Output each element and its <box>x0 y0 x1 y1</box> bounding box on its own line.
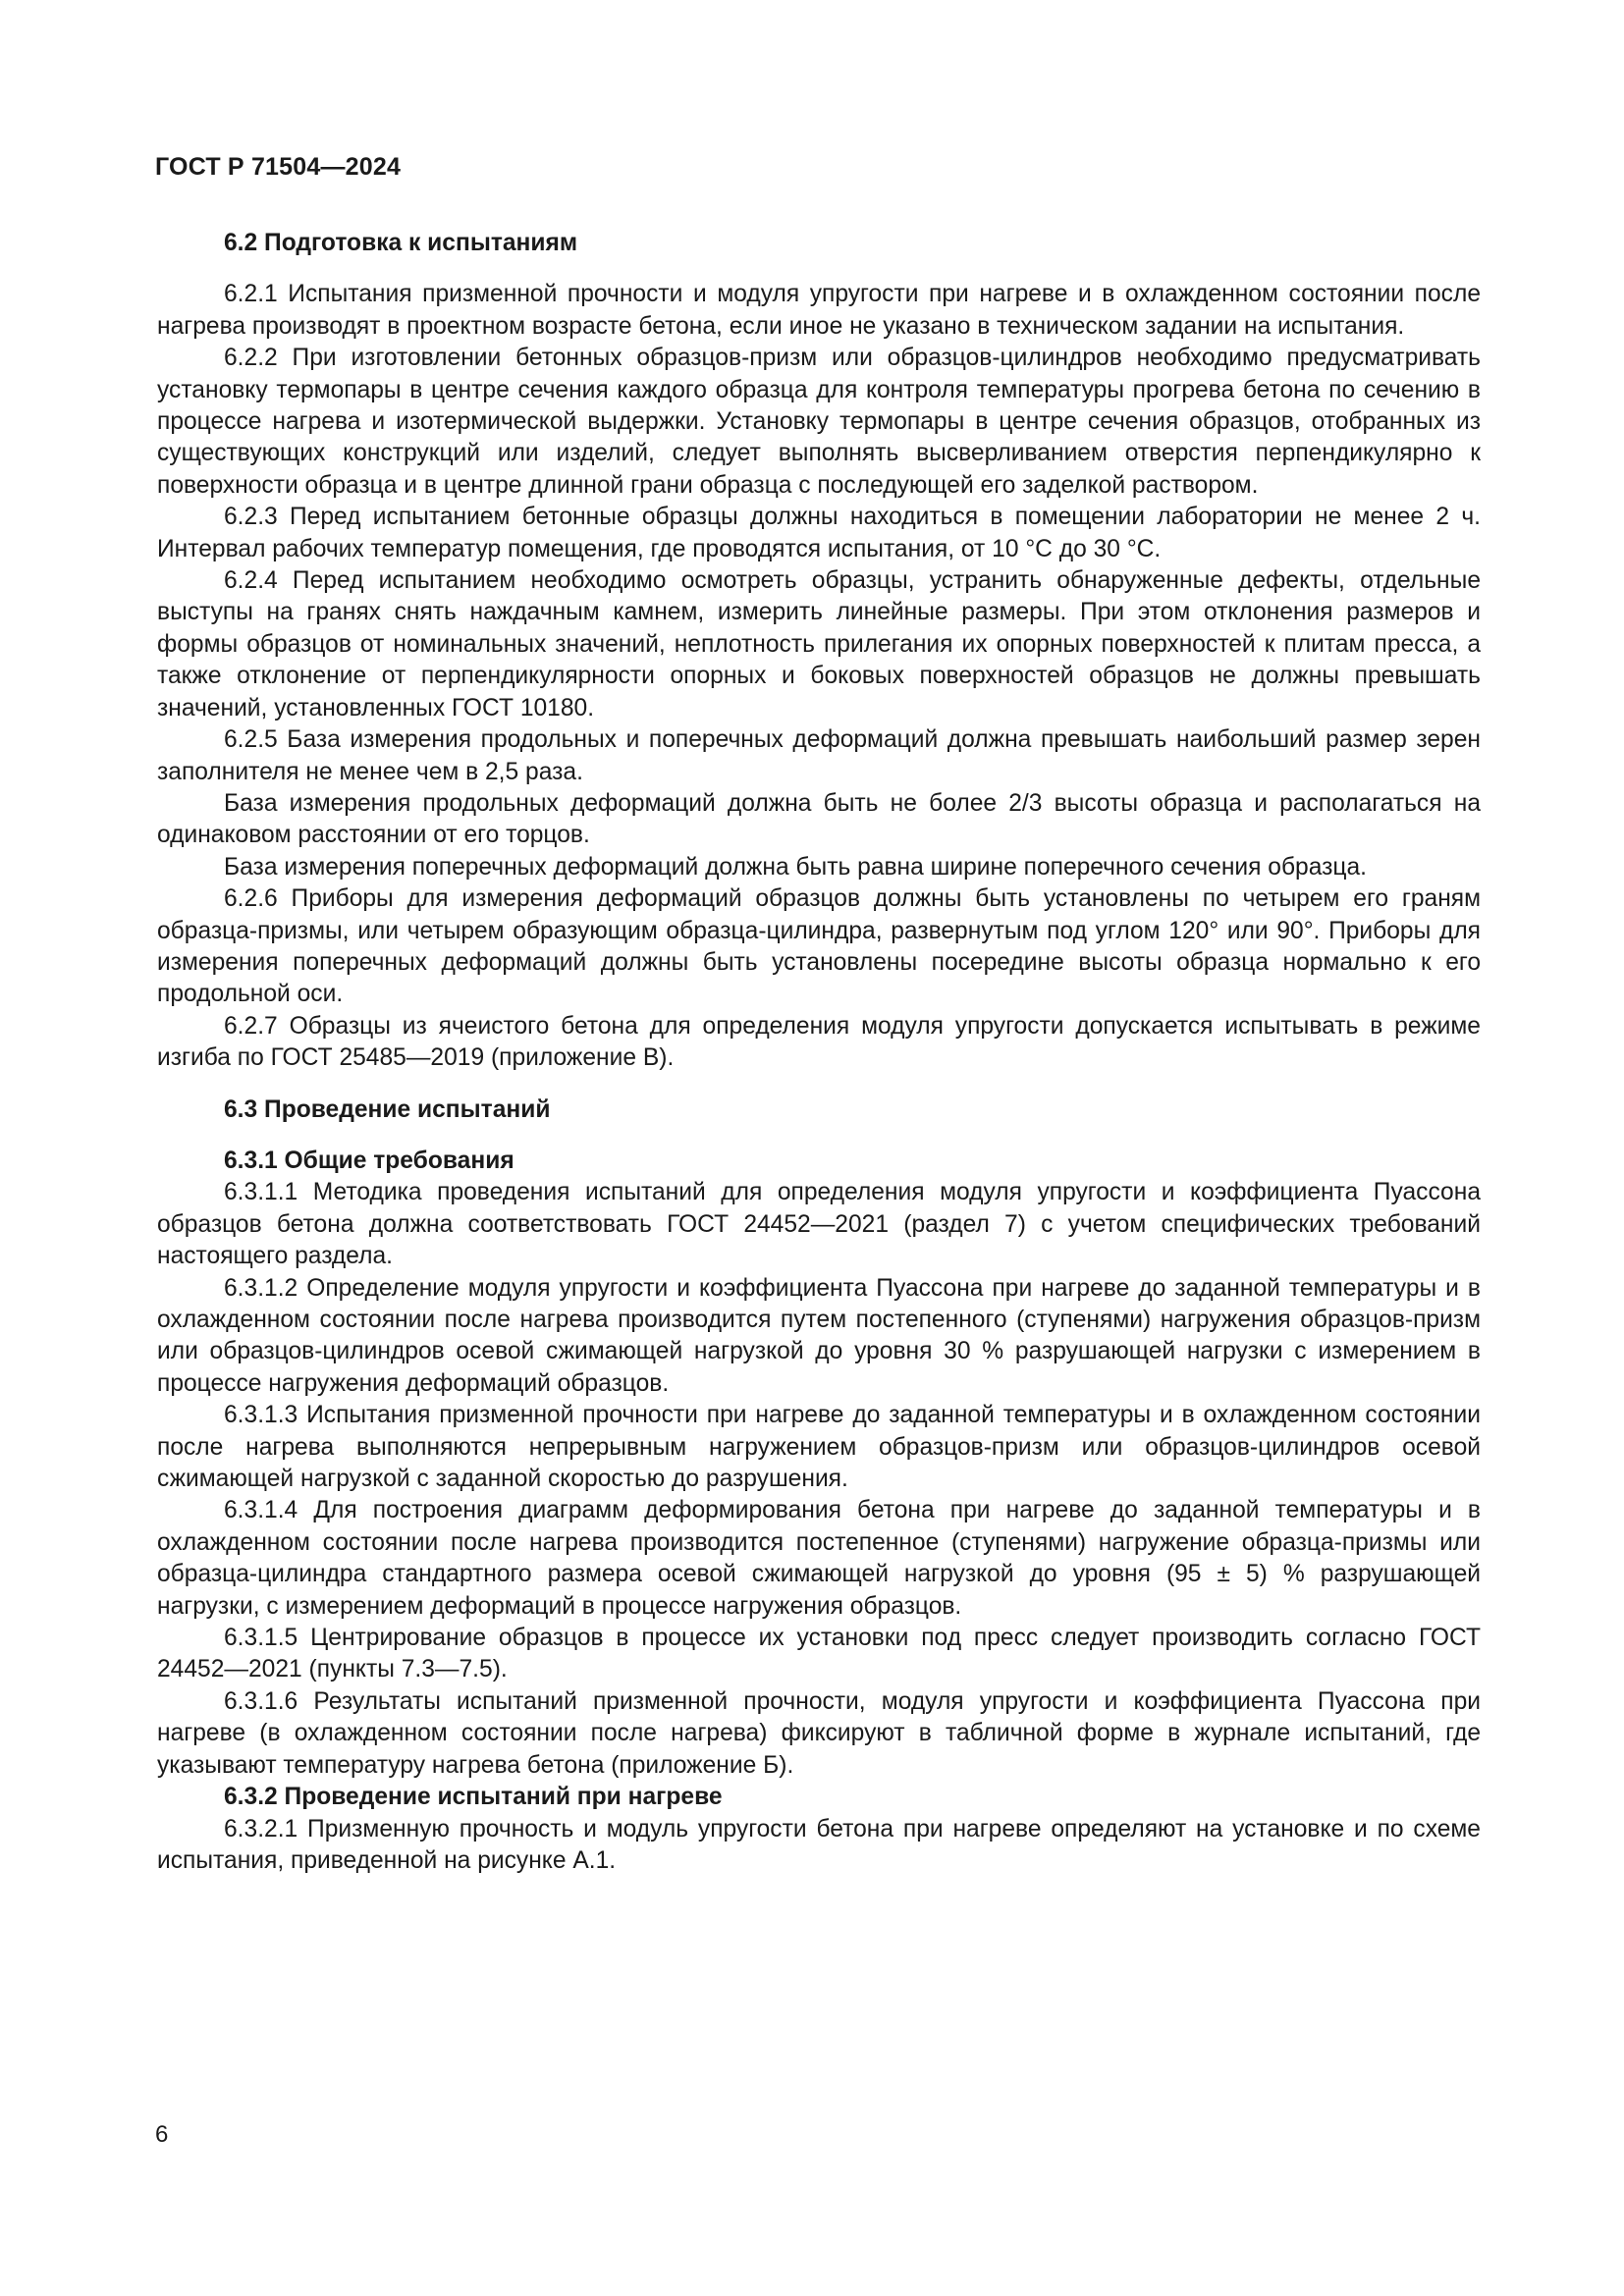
paragraph-6-3-1-5: 6.3.1.5 Центрирование образцов в процессе их установки под пресс следует производить согласно ГОСТ 24452—2021 (пункты 7.3—7.5). <box>157 1625 1481 1683</box>
paragraph-6-2-4: 6.2.4 Перед испытанием необходимо осмотреть образцы, устранить обнаруженные дефекты, отдельные выступы на гранях снять наждачным камнем, измерить линейные размеры. При этом отклонения размеров и формы образцов от номинальных значений, неплотность прилегания их опорных поверхностей к плитам пресса, а также отклонение от перпендикулярности опорных и боковых поверхностей образцов не должны превышать значений, установленных ГОСТ 10180. <box>157 567 1481 721</box>
paragraph-6-3-1-1: 6.3.1.1 Методика проведения испытаний для определения модуля упругости и коэффициента Пуассона образцов бетона должна соответствовать ГОСТ 24452—2021 (раздел 7) с учетом специфических требований настоящего раздела. <box>157 1179 1481 1270</box>
paragraph-6-2-6: 6.2.6 Приборы для измерения деформаций образцов должны быть установлены по четырем его граням образца-призмы, или четырем образующим образца-цилиндра, развернутым под углом 120° или 90°. Приборы для измерения поперечных деформаций должны быть установлены посередине высоты образца нормально к его продольной оси. <box>157 885 1481 1008</box>
paragraph-6-3-2-1: 6.3.2.1 Призменную прочность и модуль упругости бетона при нагреве определяют на установке и по схеме испытания, приведенной на рисунке А.1. <box>157 1815 1481 1874</box>
paragraph-6-3-1-4: 6.3.1.4 Для построения диаграмм деформирования бетона при нагреве до заданной температуры и в охлажденном состоянии после нагрева производится постепенное (ступенями) нагружение образца-призмы или образца-цилиндра стандартного размера осевой сжимающей нагрузкой до уровня (95 ± 5) % разрушающей нагрузки, с измерением деформаций в процессе нагружения образцов. <box>157 1497 1481 1620</box>
paragraph-6-2-7: 6.2.7 Образцы из ячеистого бетона для определения модуля упругости допускается испытывать в режиме изгиба по ГОСТ 25485—2019 (приложение В). <box>157 1012 1481 1072</box>
paragraph-6-2-5-b: База измерения продольных деформаций должна быть не более 2/3 высоты образца и располагаться на одинаковом расстоянии от его торцов. <box>157 789 1481 849</box>
document-body <box>157 228 1481 1877</box>
paragraph-6-2-5-c: База измерения поперечных деформаций должна быть равна ширине поперечного сечения образца. <box>224 853 1368 881</box>
paragraph-6-3-1-3: 6.3.1.3 Испытания призменной прочности при нагреве до заданной температуры и в охлажденном состоянии после нагрева выполняются непрерывным нагружением образцов-призм или образцов-цилиндров осевой сжимающей нагрузкой с заданной скоростью до разрушения. <box>157 1402 1481 1493</box>
section-heading-6-3: 6.3 Проведение испытаний <box>224 1095 551 1123</box>
subsection-heading-6-3-2: 6.3.2 Проведение испытаний при нагреве <box>224 1784 723 1811</box>
paragraph-6-3-1-2: 6.3.1.2 Определение модуля упругости и коэффициента Пуассона при нагреве до заданной температуры и в охлажденном состоянии после нагрева производится путем постепенного (ступенями) нагружения образцов-призм или образцов-цилиндров осевой сжимающей нагрузкой до уровня 30 % разрушающей нагрузки с измерением в процессе нагружения деформаций образцов. <box>157 1274 1481 1397</box>
subsection-heading-6-3-1: 6.3.1 Общие требования <box>224 1147 514 1174</box>
paragraph-6-2-2: 6.2.2 При изготовлении бетонных образцов-призм или образцов-цилиндров необходимо предусматривать установку термопары в центре сечения каждого образца для контроля температуры прогрева бетона по сечению в процессе нагрева и изотермической выдержки. Установку термопары в центре сечения образцов, отобранных из существующих конструкций или изделий, следует выполнять высверливанием отверстия перпендикулярно к поверхности образца и в центре длинной грани образца с последующей его заделкой раствором. <box>157 345 1481 499</box>
section-heading-6-2: 6.2 Подготовка к испытаниям <box>224 230 578 256</box>
document-code-header: ГОСТ Р 71504—2024 <box>155 153 402 181</box>
paragraph-6-3-1-6: 6.3.1.6 Результаты испытаний призменной прочности, модуля упругости и коэффициента Пуассона при нагреве (в охлажденном состоянии после нагрева) фиксируют в табличной форме в журнале испытаний, где указывают температуру нагрева бетона (приложение Б). <box>157 1687 1481 1779</box>
page-number: 6 <box>155 2121 169 2148</box>
paragraph-6-2-1: 6.2.1 Испытания призменной прочности и модуля упругости при нагреве и в охлажденном состоянии после нагрева производят в проектном возрасте бетона, если иное не указано в техническом задании на испытания. <box>157 281 1481 340</box>
paragraph-6-2-5: 6.2.5 База измерения продольных и поперечных деформаций должна превышать наибольший размер зерен заполнителя не менее чем в 2,5 раза. <box>157 726 1481 785</box>
paragraph-6-2-3: 6.2.3 Перед испытанием бетонные образцы должны находиться в помещении лаборатории не менее 2 ч. Интервал рабочих температур помещения, где проводятся испытания, от 10 °С до 30 °С. <box>157 504 1481 562</box>
